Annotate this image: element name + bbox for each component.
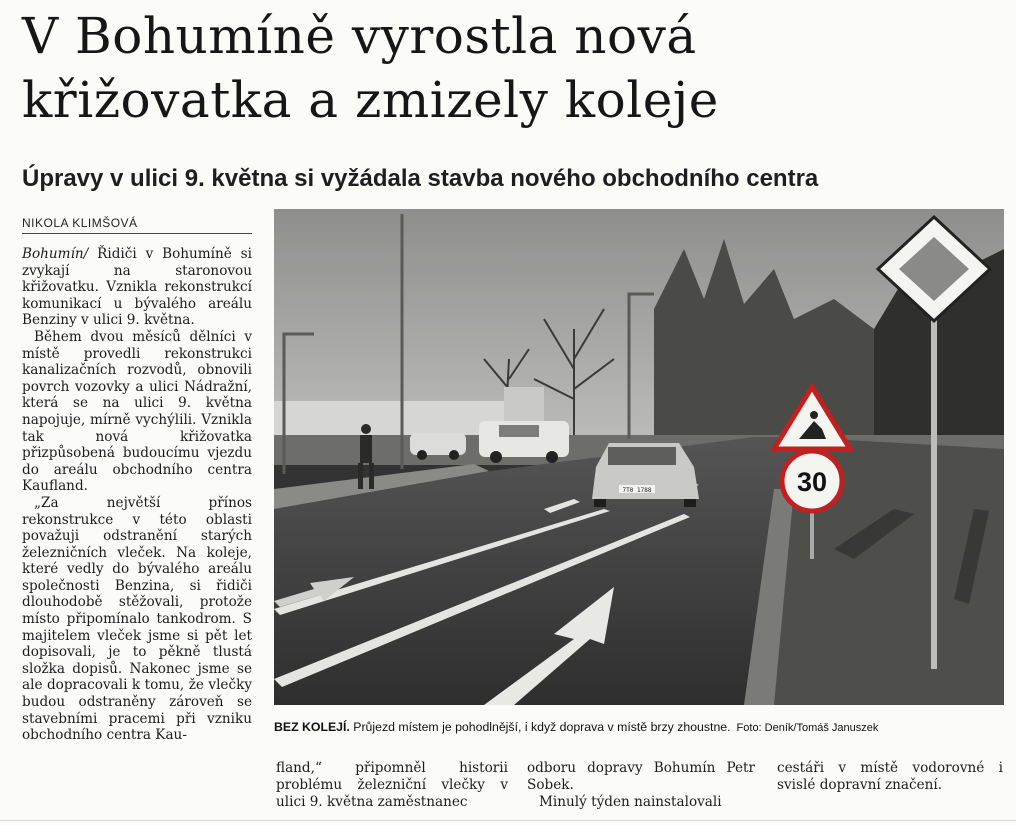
photo-credit: Foto: Deník/Tomáš Januszek xyxy=(736,722,879,734)
street-photo xyxy=(274,209,1004,705)
speed-limit-sign xyxy=(782,451,842,511)
article-paragraph xyxy=(22,246,252,329)
article-paragraph: Během dvou měsíců dělníci v místě provedli rekonstrukci kanalizačních rozvodů, obnovili povrch vozovky a ulici Nádražní, která se na ulici 9. května napojuje, mírně vychýlili. Vznikla tak nová křižovatka přizpůsobená budoucímu vjezdu do areálu obchodního centra Kaufland. xyxy=(22,328,252,495)
headline-line-2: křižovatka a zmizely koleje xyxy=(22,71,719,129)
headline xyxy=(22,4,1002,132)
license-plate-text: 7T0 1788 xyxy=(622,487,652,494)
article-photo xyxy=(274,209,1004,705)
article-column-bottom-1 xyxy=(276,760,508,810)
photo-caption xyxy=(274,719,1004,736)
article-paragraph: „Za největší přínos rekonstrukce v této oblasti považuji odstranění starých železničních vleček. Na koleje, které vedly do bývalého areálu společnosti Benzina, si řidiči dlouhodobě stěžovali, protože místo připomínalo tankodrom. S majitelem vleček jsme si pět let dopisovali, je to pěkně tlustá složka dopisů. Nakonec jsme se ale dopracovali k tomu, že vlečky budou odstraněny zároveň se stavebními pracemi při vzniku obchodního centra Kau- xyxy=(22,494,252,744)
article-paragraph: Minulý týden nainstalovali xyxy=(539,793,722,810)
article-column-bottom-3 xyxy=(777,760,1003,794)
page-edge xyxy=(0,820,1016,821)
headline-line-1: V Bohumíně vyrostla nová xyxy=(22,7,697,65)
article-paragraph: odboru dopravy Bohumín Petr Sobek. xyxy=(527,760,755,793)
dateline: Bohumín/ xyxy=(22,246,89,262)
author-byline: NIKOLA KLIMŠOVÁ xyxy=(22,216,252,234)
speed-limit-value: 30 xyxy=(796,467,828,497)
article-paragraph: fland,“ připomněl historii problému železniční vlečky v ulici 9. května zaměstnanec xyxy=(276,760,508,810)
caption-text: Průjezd místem je pohodlnější, i když doprava v místě brzy zhoustne. xyxy=(349,720,731,734)
paragraph-text: Řidiči v Bohumíně si zvykají na staronovou křižovatku. Vznikla rekonstrukcí komunikací u bývalého areálu Benziny v ulici 9. května. xyxy=(22,246,252,329)
subheadline: Úpravy v ulici 9. května si vyžádala stavba nového obchodního centra xyxy=(22,165,819,192)
caption-kicker: BEZ KOLEJÍ. xyxy=(274,720,350,734)
article-column-left xyxy=(22,246,252,744)
article-column-bottom-2 xyxy=(527,760,755,810)
silver-car xyxy=(592,443,699,507)
white-van xyxy=(479,421,569,463)
article-paragraph: cestáři v místě vodorovné i svislé dopravní značení. xyxy=(777,760,1003,793)
road xyxy=(274,437,794,705)
